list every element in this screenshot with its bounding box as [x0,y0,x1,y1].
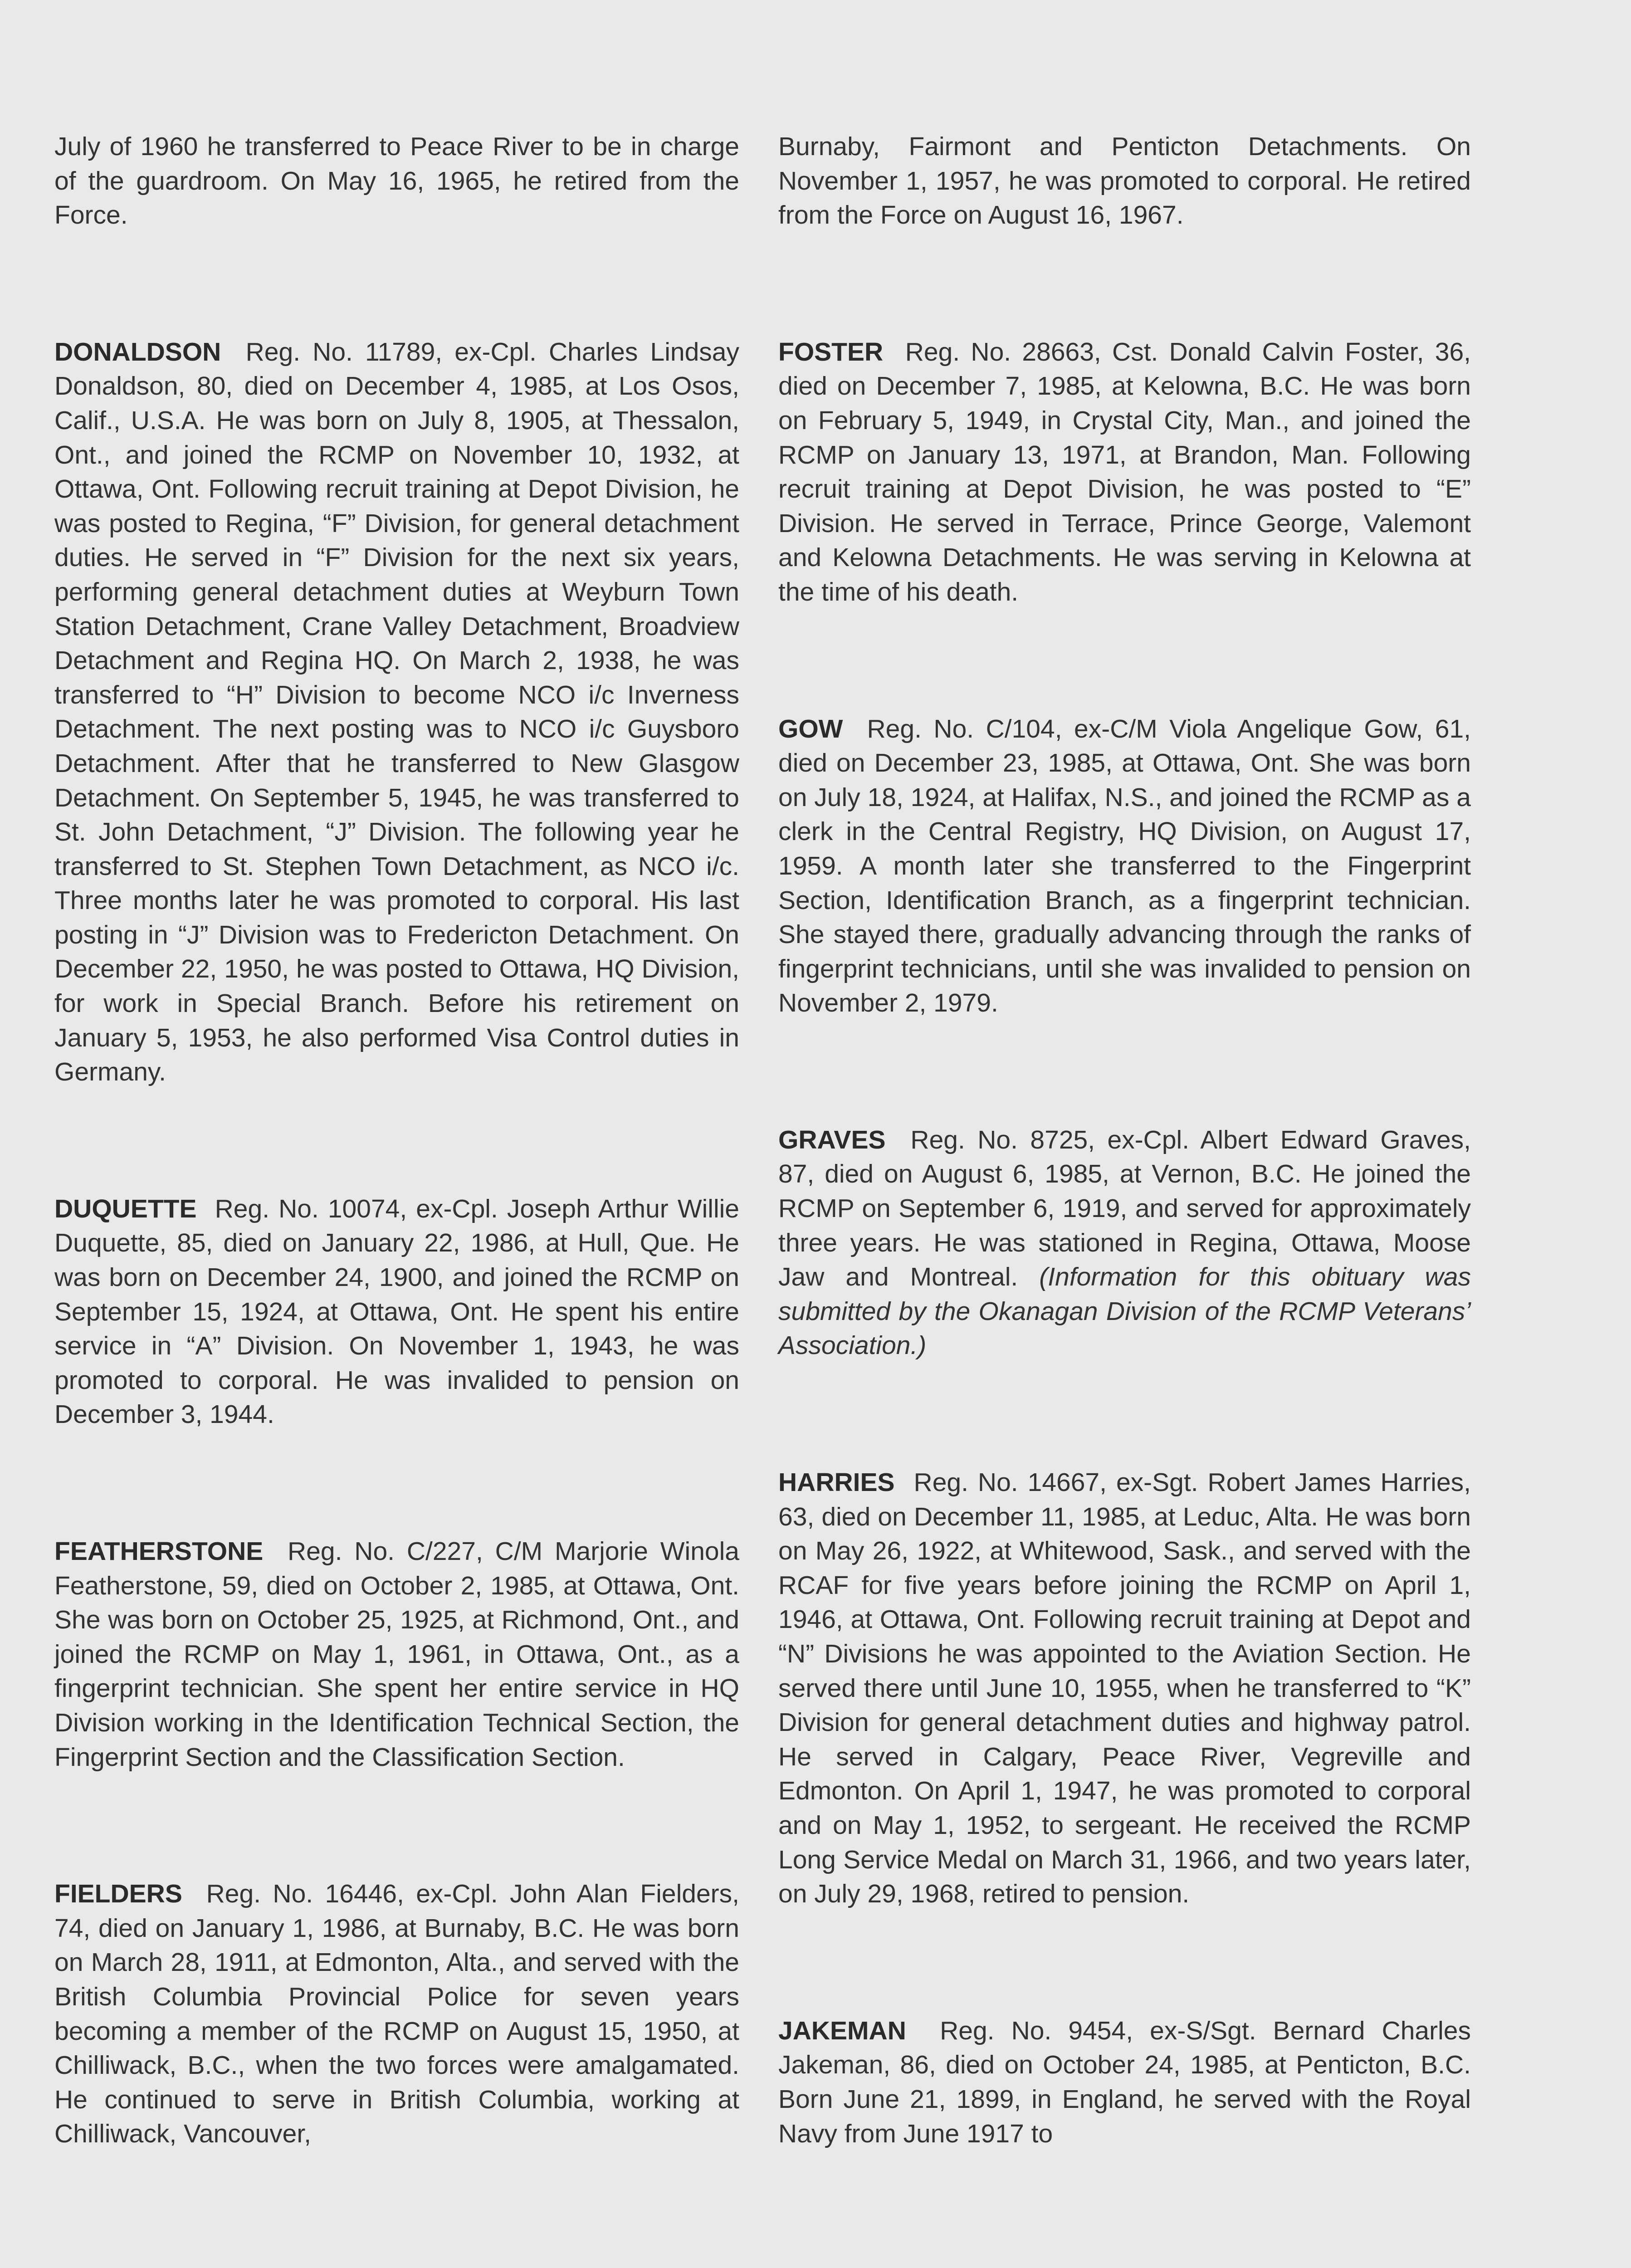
obituary-text: Reg. No. 10074, ex-Cpl. Joseph Arthur Willie Duquette, 85, died on January 22, 1986, at Hull, Que. He was born on December 24, 1900, and joined the RCMP on September 15, 1924, at Ottawa, Ont. He spent his entire service in “A” Division. On November 1, 1943, he was promoted to corporal. He was invalided to pension on December 3, 1944. [54,1194,739,1429]
obituary-featherstone [54,1535,739,1774]
obituary-surname: FOSTER [778,337,884,367]
obituary-source-note: (Information for this obituary was submitted by the Okanagan Division of the RCMP Veterans’ Association.) [778,1262,1471,1360]
obituary-surname: GRAVES [778,1125,886,1154]
continuation-text: July of 1960 he transferred to Peace River to be in charge of the guardroom. On May 16, 1965, he retired from the Force. [54,132,739,230]
left-column [54,130,739,2254]
continuation-text: Burnaby, Fairmont and Penticton Detachments. On November 1, 1957, he was promoted to corporal. He retired from the Force on August 16, 1967. [778,132,1471,230]
obituary-text: Reg. No. 14667, ex-Sgt. Robert James Harries, 63, died on December 11, 1985, at Leduc, Alta. He was born on May 26, 1922, at Whitewood, Sask., and served with the RCAF for five years before joining the RCMP on April 1, 1946, at Ottawa, Ont. Following recruit training at Depot and “N” Divisions he was appointed to the Aviation Section. He served there until June 10, 1955, when he transferred to “K” Division for general detachment duties and highway patrol. He served in Calgary, Peace River, Vegreville and Edmonton. On April 1, 1947, he was promoted to corporal and on May 1, 1952, to sergeant. He received the RCMP Long Service Medal on March 31, 1966, and two years later, on July 29, 1968, retired to pension. [778,1468,1471,1909]
obituary-text: Reg. No. C/104, ex-C/M Viola Angelique Gow, 61, died on December 23, 1985, at Ottawa, Ont. She was born on July 18, 1924, at Halifax, N.S., and joined the RCMP as a clerk in the Central Registry, HQ Division, on August 17, 1959. A month later she transferred to the Fingerprint Section, Identification Branch, as a fingerprint technician. She stayed there, gradually advancing through the ranks of fingerprint technicians, until she was invalided to pension on November 2, 1979. [778,714,1471,1018]
obituary-foster [778,335,1471,610]
obituary-surname: FIELDERS [54,1879,182,1909]
obituary-surname: JAKEMAN [778,2016,906,2045]
obituary-jakeman [778,2014,1471,2151]
obituary-text: Reg. No. 8725, ex-Cpl. Albert Edward Graves, 87, died on August 6, 1985, at Vernon, B.C. He joined the RCMP on September 6, 1919, and served for approximately three years. He was stationed in Regina, Ottawa, Moose Jaw and Montreal. [778,1125,1471,1292]
obituary-surname: DUQUETTE [54,1194,197,1223]
obituary-harries [778,1466,1471,1911]
obituary-text: Reg. No. 9454, ex-S/Sgt. Bernard Charles Jakeman, 86, died on October 24, 1985, at Penticton, B.C. Born June 21, 1899, in England, he served with the Royal Navy from June 1917 to [778,2016,1471,2148]
obituary-surname: GOW [778,714,843,743]
right-column [778,130,1471,2253]
obituary-fielders [54,1877,739,2151]
obituary-donaldson [54,335,739,1090]
continuation-paragraph [54,130,739,233]
obituary-text: Reg. No. 28663, Cst. Donald Calvin Foster, 36, died on December 7, 1985, at Kelowna, B.C. He was born on February 5, 1949, in Crystal City, Man., and joined the RCMP on January 13, 1971, at Brandon, Man. Following recruit training at Depot Division, he was posted to “E” Division. He served in Terrace, Prince George, Valemont and Kelowna Detachments. He was serving in Kelowna at the time of his death. [778,337,1471,606]
obituary-text: Reg. No. C/227, C/M Marjorie Winola Featherstone, 59, died on October 2, 1985, at Ottawa, Ont. She was born on October 25, 1925, at Richmond, Ont., and joined the RCMP on May 1, 1961, in Ottawa, Ont., as a fingerprint technician. She spent her entire service in HQ Division working in the Identification Technical Section, the Fingerprint Section and the Classification Section. [54,1537,739,1772]
continuation-paragraph [778,130,1471,233]
obituary-duquette [54,1192,739,1432]
obituary-surname: HARRIES [778,1468,895,1497]
obituary-surname: DONALDSON [54,337,221,367]
obituary-text: Reg. No. 16446, ex-Cpl. John Alan Fielders, 74, died on January 1, 1986, at Burnaby, B.C. He was born on March 28, 1911, at Edmonton, Alta., and served with the British Columbia Provincial Police for seven years becoming a member of the RCMP on August 15, 1950, at Chilliwack, B.C., when the two forces were amalgamated. He continued to serve in British Columbia, working at Chilliwack, Vancouver, [54,1879,739,2149]
obituary-gow [778,712,1471,1021]
obituary-text: Reg. No. 11789, ex-Cpl. Charles Lindsay Donaldson, 80, died on December 4, 1985, at Los Osos, Calif., U.S.A. He was born on July 8, 1905, at Thessalon, Ont., and joined the RCMP on November 10, 1932, at Ottawa, Ont. Following recruit training at Depot Division, he was posted to Regina, “F” Division, for general detachment duties. He served in “F” Division for the next six years, performing general detachment duties at Weyburn Town Station Detachment, Crane Valley Detachment, Broadview Detachment and Regina HQ. On March 2, 1938, he was transferred to “H” Division to become NCO i/c Inverness Detachment. The next posting was to NCO i/c Guysboro Detachment. After that he transferred to New Glasgow Detachment. On September 5, 1945, he was transferred to St. John Detachment, “J” Division. The following year he transferred to St. Stephen Town Detachment, as NCO i/c. Three months later he was promoted to corporal. His last posting in “J” Division was to Fredericton Detachment. On December 22, 1950, he was posted to Ottawa, HQ Division, for work in Special Branch. Before his retirement on January 5, 1953, he also performed Visa Control duties in Germany. [54,337,739,1087]
obituary-graves [778,1123,1471,1363]
obituary-surname: FEATHERSTONE [54,1537,264,1566]
